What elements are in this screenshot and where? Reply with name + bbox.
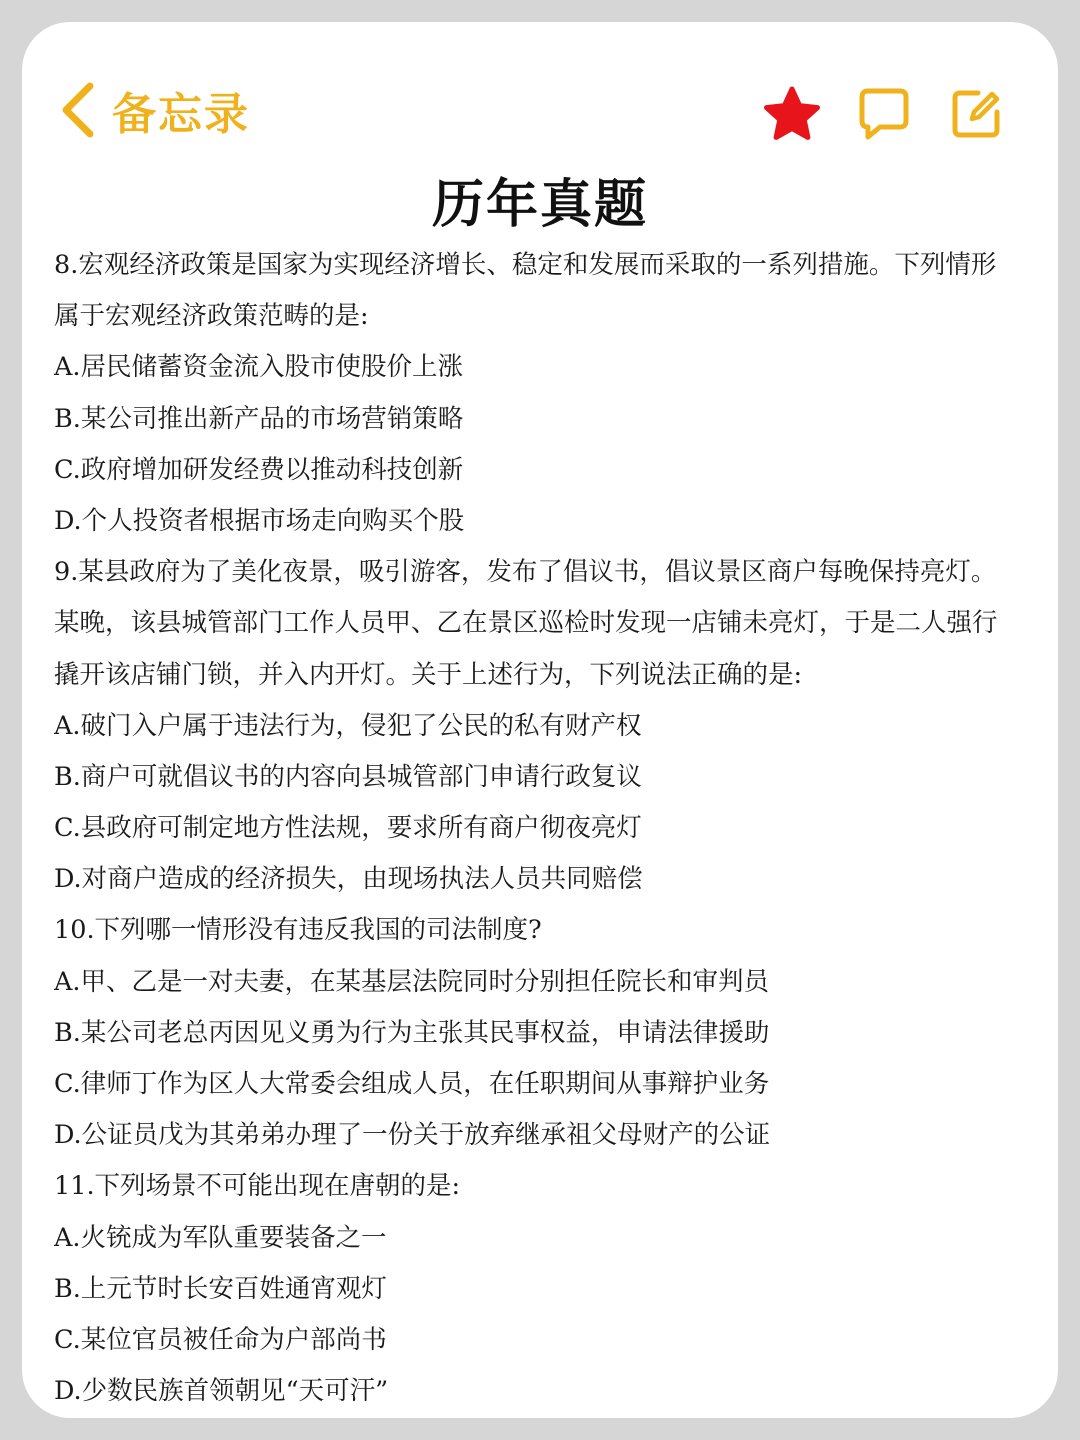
text-line: D.对商户造成的经济损失，由现场执法人员共同赔偿 bbox=[54, 864, 643, 895]
back-button[interactable] bbox=[60, 80, 250, 140]
text-line: A.甲、乙是一对夫妻，在某基层法院同时分别担任院长和审判员 bbox=[54, 966, 770, 997]
text-line: B.某公司推出新产品的市场营销策略 bbox=[54, 403, 464, 434]
star-icon bbox=[762, 85, 822, 148]
text-line: D.公证员戊为其弟弟办理了一份关于放弃继承祖父母财产的公证 bbox=[54, 1120, 771, 1151]
text-line: D.个人投资者根据市场走向购买个股 bbox=[54, 505, 465, 536]
comment-button[interactable] bbox=[852, 84, 916, 148]
chevron-left-icon bbox=[60, 82, 96, 138]
text-line: C.县政府可制定地方性法规，要求所有商户彻夜亮灯 bbox=[54, 813, 642, 844]
comment-bubble-icon bbox=[858, 87, 910, 146]
text-line: C.律师丁作为区人大常委会组成人员，在任职期间从事辩护业务 bbox=[54, 1069, 770, 1099]
action-toolbar bbox=[732, 84, 1008, 148]
text-line: 11.下列场景不可能出现在唐朝的是: bbox=[54, 1171, 461, 1202]
text-line: B.上元节时长安百姓通宵观灯 bbox=[54, 1273, 387, 1304]
favorite-button[interactable] bbox=[760, 84, 824, 148]
text-line: C.某位官员被任命为户部尚书 bbox=[54, 1324, 387, 1355]
text-line: A.居民储蓄资金流入股市使股价上涨 bbox=[54, 352, 464, 383]
edit-button[interactable] bbox=[944, 84, 1008, 148]
text-line: C.政府增加研发经费以推动科技创新 bbox=[54, 454, 464, 485]
text-line: D.少数民族首领朝见“天可汗” bbox=[54, 1376, 389, 1407]
text-line: 8.宏观经济政策是国家为实现经济增长、稳定和发展而采取的一系列措施。下列情形 bbox=[54, 250, 997, 280]
text-line: 撬开该店铺门锁，并入内开灯。关于上述行为，下列说法正确的是: bbox=[54, 659, 803, 690]
text-line: A.火铳成为军队重要装备之一 bbox=[54, 1222, 387, 1253]
note-body bbox=[54, 240, 1044, 1417]
edit-note-icon bbox=[950, 88, 1002, 145]
text-line: 9.某县政府为了美化夜景，吸引游客，发布了倡议书，倡议景区商户每晚保持亮灯。 bbox=[54, 557, 997, 588]
page-title: 历年真题 bbox=[431, 174, 648, 235]
text-line: A.破门入户属于违法行为，侵犯了公民的私有财产权 bbox=[54, 710, 642, 741]
text-line: B.某公司老总丙因见义勇为行为主张其民事权益，申请法律援助 bbox=[54, 1017, 770, 1048]
text-line: B.商户可就倡议书的内容向县城管部门申请行政复议 bbox=[54, 761, 642, 792]
top-bar bbox=[22, 22, 1058, 172]
text-line: 10.下列哪一情形没有违反我国的司法制度? bbox=[54, 915, 542, 946]
text-line: 属于宏观经济政策范畴的是: bbox=[54, 301, 369, 332]
text-line: 某晚，该县城管部门工作人员甲、乙在景区巡检时发现一店铺未亮灯，于是二人强行 bbox=[54, 608, 998, 639]
back-label: 备忘录 bbox=[112, 89, 250, 140]
note-card bbox=[22, 22, 1058, 1418]
